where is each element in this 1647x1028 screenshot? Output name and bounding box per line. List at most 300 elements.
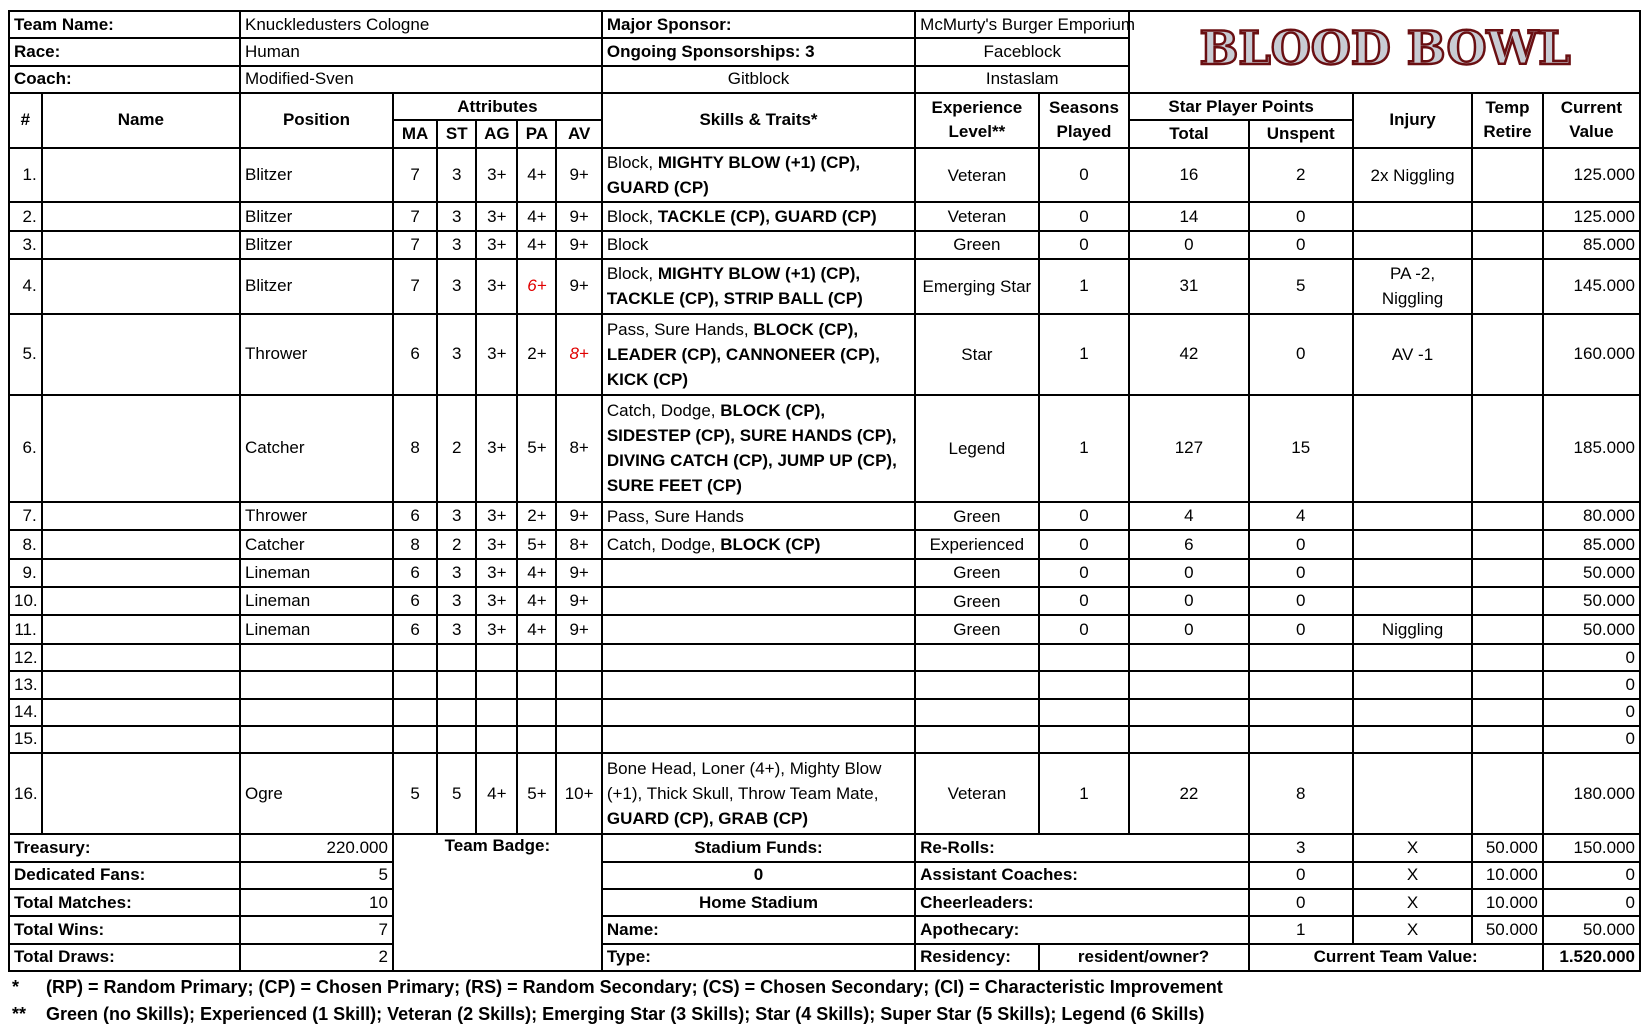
team-badge-box[interactable] [393, 834, 602, 971]
player-injury[interactable] [1353, 726, 1472, 753]
player-ag[interactable] [476, 699, 517, 726]
player-seasons[interactable]: 0 [1039, 231, 1130, 259]
player-pa[interactable]: 2+ [517, 502, 556, 530]
skills-chosen: BLOCK (CP), SIDESTEP (CP), SURE HANDS (CP), DIVING CATCH (CP), JUMP UP (CP), SURE FEET (CP) [606, 401, 897, 496]
player-ag[interactable]: 4+ [476, 753, 517, 834]
player-value[interactable]: 180.000 [1543, 753, 1640, 834]
player-name[interactable] [42, 726, 240, 753]
player-ma[interactable]: 7 [393, 202, 437, 230]
player-spp-total[interactable] [1129, 671, 1248, 698]
player-skills[interactable] [602, 671, 915, 698]
blood-bowl-logo [1129, 11, 1640, 93]
player-spp-total[interactable]: 31 [1129, 259, 1248, 314]
player-spp-total[interactable]: 14 [1129, 202, 1248, 230]
player-name[interactable] [42, 671, 240, 698]
player-st[interactable] [437, 726, 476, 753]
player-seasons[interactable]: 0 [1039, 530, 1130, 558]
player-pa[interactable] [517, 671, 556, 698]
player-pa[interactable]: 4+ [517, 148, 556, 203]
player-pa[interactable]: 4+ [517, 202, 556, 230]
rerolls-count[interactable]: 3 [1249, 834, 1353, 861]
player-injury[interactable] [1353, 699, 1472, 726]
player-skills[interactable] [602, 259, 915, 314]
player-spp-total[interactable]: 127 [1129, 395, 1248, 502]
player-av[interactable]: 8+ [556, 395, 601, 502]
player-temp-retire[interactable] [1472, 395, 1543, 502]
player-st[interactable] [437, 699, 476, 726]
player-name[interactable] [42, 644, 240, 671]
player-ma[interactable]: 5 [393, 753, 437, 834]
player-injury[interactable] [1353, 202, 1472, 230]
player-number[interactable]: 1. [9, 148, 42, 203]
player-spp-unspent[interactable] [1249, 726, 1353, 753]
player-ag[interactable]: 3+ [476, 202, 517, 230]
player-pa[interactable]: 2+ [517, 314, 556, 395]
rerolls-total: 150.000 [1543, 834, 1640, 861]
player-spp-unspent[interactable] [1249, 671, 1353, 698]
player-name[interactable] [42, 231, 240, 259]
player-ag[interactable]: 3+ [476, 502, 517, 530]
player-av[interactable]: 9+ [556, 231, 601, 259]
total-wins-value[interactable]: 7 [240, 916, 393, 943]
player-st[interactable]: 3 [437, 148, 476, 203]
player-seasons[interactable] [1039, 644, 1130, 671]
player-number[interactable]: 7. [9, 502, 42, 530]
player-experience[interactable] [915, 726, 1038, 753]
assistant-coaches-count[interactable]: 0 [1249, 862, 1353, 889]
player-seasons[interactable]: 1 [1039, 259, 1130, 314]
player-av[interactable]: 9+ [556, 502, 601, 530]
player-temp-retire[interactable] [1472, 314, 1543, 395]
player-value[interactable]: 85.000 [1543, 231, 1640, 259]
player-number[interactable]: 14. [9, 699, 42, 726]
player-pa[interactable]: 5+ [517, 530, 556, 558]
player-st[interactable]: 2 [437, 530, 476, 558]
player-ma[interactable] [393, 726, 437, 753]
player-row [9, 671, 1640, 698]
player-experience[interactable] [915, 671, 1038, 698]
player-row [9, 148, 1640, 203]
player-ag[interactable]: 3+ [476, 587, 517, 615]
player-name[interactable] [42, 530, 240, 558]
player-st[interactable]: 2 [437, 395, 476, 502]
player-ag[interactable] [476, 644, 517, 671]
player-st[interactable]: 3 [437, 259, 476, 314]
player-ag[interactable]: 3+ [476, 395, 517, 502]
player-position[interactable]: Thrower [240, 502, 393, 530]
player-ma[interactable]: 8 [393, 395, 437, 502]
player-position[interactable]: Blitzer [240, 202, 393, 230]
player-st[interactable] [437, 644, 476, 671]
player-temp-retire[interactable] [1472, 671, 1543, 698]
player-name[interactable] [42, 202, 240, 230]
player-position[interactable]: Blitzer [240, 231, 393, 259]
player-spp-total[interactable] [1129, 726, 1248, 753]
player-spp-unspent[interactable]: 0 [1249, 202, 1353, 230]
player-temp-retire[interactable] [1472, 615, 1543, 643]
skills-chosen: BLOCK (CP), LEADER (CP), CANNONEER (CP), KICK (CP) [606, 319, 880, 389]
player-number[interactable]: 9. [9, 559, 42, 587]
total-wins-label: Total Wins: [9, 916, 240, 943]
player-pa[interactable] [517, 726, 556, 753]
player-temp-retire[interactable] [1472, 726, 1543, 753]
player-seasons[interactable]: 0 [1039, 615, 1130, 643]
player-av[interactable]: 8+ [556, 314, 601, 395]
player-spp-unspent[interactable] [1249, 699, 1353, 726]
player-skills[interactable] [602, 753, 915, 834]
player-spp-unspent[interactable]: 0 [1249, 231, 1353, 259]
player-ag[interactable] [476, 726, 517, 753]
player-pa[interactable]: 4+ [517, 231, 556, 259]
player-row [9, 259, 1640, 314]
dedicated-fans-value[interactable]: 5 [240, 862, 393, 889]
stadium-type-label[interactable]: Type: [602, 944, 915, 971]
player-skills[interactable] [602, 559, 915, 587]
player-skills[interactable] [602, 644, 915, 671]
player-spp-total[interactable] [1129, 644, 1248, 671]
player-spp-total[interactable]: 22 [1129, 753, 1248, 834]
player-position[interactable]: Catcher [240, 395, 393, 502]
total-matches-value[interactable]: 10 [240, 889, 393, 916]
player-spp-unspent[interactable]: 0 [1249, 314, 1353, 395]
player-seasons[interactable]: 0 [1039, 202, 1130, 230]
player-number[interactable]: 11. [9, 615, 42, 643]
player-pa[interactable] [517, 644, 556, 671]
player-seasons[interactable] [1039, 699, 1130, 726]
player-number[interactable]: 12. [9, 644, 42, 671]
player-av[interactable] [556, 699, 601, 726]
team-name-field[interactable]: Knuckledusters Cologne [240, 11, 602, 38]
player-position[interactable] [240, 644, 393, 671]
player-ag[interactable] [476, 671, 517, 698]
player-seasons[interactable]: 0 [1039, 559, 1130, 587]
cheerleaders-count[interactable]: 0 [1249, 889, 1353, 916]
player-st[interactable]: 3 [437, 559, 476, 587]
player-spp-unspent[interactable]: 2 [1249, 148, 1353, 203]
player-ma[interactable]: 6 [393, 559, 437, 587]
player-row [9, 231, 1640, 259]
sponsorship-item[interactable]: Instaslam [915, 66, 1129, 93]
player-ma[interactable]: 8 [393, 530, 437, 558]
player-temp-retire[interactable] [1472, 259, 1543, 314]
player-spp-total[interactable]: 6 [1129, 530, 1248, 558]
player-position[interactable] [240, 699, 393, 726]
team-badge-label: Team Badge: [444, 836, 551, 856]
player-experience[interactable]: Green [915, 559, 1038, 587]
experience-header-line: Level** [948, 122, 1006, 142]
player-value[interactable]: 85.000 [1543, 530, 1640, 558]
player-spp-unspent[interactable]: 15 [1249, 395, 1353, 502]
player-value[interactable]: 125.000 [1543, 148, 1640, 203]
player-st[interactable]: 5 [437, 753, 476, 834]
player-position[interactable]: Blitzer [240, 148, 393, 203]
player-position[interactable]: Thrower [240, 314, 393, 395]
player-skills[interactable] [602, 314, 915, 395]
player-st[interactable]: 3 [437, 587, 476, 615]
player-name[interactable] [42, 314, 240, 395]
total-matches-label: Total Matches: [9, 889, 240, 916]
player-st[interactable] [437, 671, 476, 698]
player-position[interactable]: Lineman [240, 615, 393, 643]
player-name[interactable] [42, 615, 240, 643]
player-av[interactable]: 9+ [556, 202, 601, 230]
player-ma[interactable]: 6 [393, 502, 437, 530]
player-value[interactable]: 80.000 [1543, 502, 1640, 530]
player-ag[interactable]: 3+ [476, 615, 517, 643]
player-skills[interactable] [602, 202, 915, 230]
player-ma[interactable]: 7 [393, 231, 437, 259]
skills-base: Bone Head, Loner (4+), Mighty Blow (+1), Thick Skull, Throw Team Mate, [606, 759, 882, 804]
player-pa[interactable]: 4+ [517, 615, 556, 643]
player-position[interactable]: Blitzer [240, 259, 393, 314]
player-skills[interactable] [602, 726, 915, 753]
player-value[interactable]: 50.000 [1543, 587, 1640, 615]
player-injury[interactable] [1353, 671, 1472, 698]
sponsorship-item[interactable]: Faceblock [915, 38, 1129, 65]
player-pa[interactable] [517, 699, 556, 726]
player-spp-unspent[interactable]: 0 [1249, 559, 1353, 587]
player-temp-retire[interactable] [1472, 202, 1543, 230]
player-number[interactable]: 8. [9, 530, 42, 558]
player-spp-unspent[interactable] [1249, 644, 1353, 671]
player-temp-retire[interactable] [1472, 753, 1543, 834]
col-number-header: # [9, 93, 42, 148]
col-position-header: Position [240, 93, 393, 148]
player-pa[interactable]: 6+ [517, 259, 556, 314]
player-st[interactable]: 3 [437, 615, 476, 643]
player-number[interactable]: 3. [9, 231, 42, 259]
player-st[interactable]: 3 [437, 231, 476, 259]
footnote-mark: ** [12, 1004, 27, 1024]
player-skills[interactable] [602, 587, 915, 615]
player-temp-retire[interactable] [1472, 559, 1543, 587]
player-row [9, 530, 1640, 558]
player-st[interactable]: 3 [437, 202, 476, 230]
player-number[interactable]: 5. [9, 314, 42, 395]
player-experience[interactable]: Veteran [915, 202, 1038, 230]
player-ma[interactable]: 7 [393, 148, 437, 203]
player-experience[interactable]: Green [915, 587, 1038, 615]
player-skills[interactable] [602, 231, 915, 259]
player-skills[interactable] [602, 615, 915, 643]
player-seasons[interactable]: 0 [1039, 502, 1130, 530]
player-experience[interactable]: Emerging Star [915, 259, 1038, 314]
player-value[interactable]: 0 [1543, 726, 1640, 753]
player-pa[interactable]: 4+ [517, 587, 556, 615]
player-skills[interactable] [602, 502, 915, 530]
assistant-coaches-cost: 10.000 [1472, 862, 1543, 889]
player-spp-total[interactable]: 42 [1129, 314, 1248, 395]
player-spp-unspent[interactable]: 4 [1249, 502, 1353, 530]
player-number[interactable]: 4. [9, 259, 42, 314]
player-spp-total[interactable]: 0 [1129, 231, 1248, 259]
player-av[interactable]: 9+ [556, 559, 601, 587]
player-av[interactable]: 10+ [556, 753, 601, 834]
player-seasons[interactable]: 0 [1039, 587, 1130, 615]
player-name[interactable] [42, 502, 240, 530]
residency-value[interactable]: resident/owner? [1039, 944, 1249, 971]
player-spp-unspent[interactable]: 0 [1249, 587, 1353, 615]
player-position[interactable]: Lineman [240, 587, 393, 615]
player-position[interactable]: Ogre [240, 753, 393, 834]
player-seasons[interactable]: 0 [1039, 148, 1130, 203]
player-ag[interactable]: 3+ [476, 314, 517, 395]
player-skills[interactable] [602, 699, 915, 726]
player-injury[interactable] [1353, 530, 1472, 558]
player-spp-total[interactable]: 0 [1129, 615, 1248, 643]
player-seasons[interactable] [1039, 671, 1130, 698]
player-av[interactable]: 8+ [556, 530, 601, 558]
player-injury[interactable] [1353, 502, 1472, 530]
stadium-funds-value[interactable]: 0 [602, 862, 915, 889]
player-ag[interactable]: 3+ [476, 259, 517, 314]
player-av[interactable] [556, 671, 601, 698]
player-spp-unspent[interactable]: 0 [1249, 530, 1353, 558]
player-spp-total[interactable]: 0 [1129, 587, 1248, 615]
player-number[interactable]: 2. [9, 202, 42, 230]
player-row [9, 314, 1640, 395]
player-av[interactable]: 9+ [556, 615, 601, 643]
player-number[interactable]: 10. [9, 587, 42, 615]
player-position[interactable] [240, 726, 393, 753]
player-value[interactable]: 0 [1543, 699, 1640, 726]
player-spp-total[interactable]: 4 [1129, 502, 1248, 530]
player-skills[interactable] [602, 530, 915, 558]
player-pa[interactable]: 5+ [517, 753, 556, 834]
player-number[interactable]: 15. [9, 726, 42, 753]
coach-field[interactable]: Modified-Sven [240, 66, 602, 93]
player-temp-retire[interactable] [1472, 644, 1543, 671]
player-experience[interactable] [915, 699, 1038, 726]
player-number[interactable]: 13. [9, 671, 42, 698]
skills-base: Block [606, 235, 649, 255]
player-skills[interactable] [602, 148, 915, 203]
player-experience[interactable]: Experienced [915, 530, 1038, 558]
player-skills[interactable] [602, 395, 915, 502]
player-ag[interactable]: 3+ [476, 148, 517, 203]
player-av[interactable]: 9+ [556, 259, 601, 314]
player-spp-total[interactable] [1129, 699, 1248, 726]
player-st[interactable]: 3 [437, 314, 476, 395]
sponsorship-item[interactable]: Gitblock [602, 66, 915, 93]
player-experience[interactable]: Green [915, 615, 1038, 643]
player-value[interactable]: 160.000 [1543, 314, 1640, 395]
player-av[interactable] [556, 644, 601, 671]
player-ma[interactable] [393, 644, 437, 671]
player-temp-retire[interactable] [1472, 530, 1543, 558]
major-sponsor-field[interactable]: McMurty's Burger Emporium [915, 11, 1129, 38]
player-experience[interactable]: Green [915, 231, 1038, 259]
player-ma[interactable] [393, 699, 437, 726]
player-experience[interactable] [915, 644, 1038, 671]
footnote-mark: * [12, 977, 20, 997]
footnote-text: Green (no Skills); Experienced (1 Skill); Veteran (2 Skills); Emerging Star (3 Skills); Star (4 Skills); Super Star (5 Skills); Legend (6 Skills) [46, 1004, 1205, 1024]
player-ma[interactable]: 6 [393, 314, 437, 395]
player-injury[interactable] [1353, 644, 1472, 671]
player-temp-retire[interactable] [1472, 699, 1543, 726]
player-ma[interactable]: 7 [393, 259, 437, 314]
skills-base: Block, [606, 207, 658, 227]
player-av[interactable]: 9+ [556, 587, 601, 615]
player-pa[interactable]: 5+ [517, 395, 556, 502]
player-ma[interactable]: 6 [393, 615, 437, 643]
player-injury[interactable] [1353, 587, 1472, 615]
stadium-name-label[interactable]: Name: [602, 916, 915, 943]
player-injury[interactable]: 2x Niggling [1353, 148, 1472, 203]
player-name[interactable] [42, 699, 240, 726]
player-value[interactable]: 185.000 [1543, 395, 1640, 502]
player-temp-retire[interactable] [1472, 148, 1543, 203]
player-av[interactable]: 9+ [556, 148, 601, 203]
player-spp-unspent[interactable]: 8 [1249, 753, 1353, 834]
player-value[interactable]: 125.000 [1543, 202, 1640, 230]
player-position[interactable]: Lineman [240, 559, 393, 587]
player-value[interactable]: 145.000 [1543, 259, 1640, 314]
player-spp-unspent[interactable]: 5 [1249, 259, 1353, 314]
player-temp-retire[interactable] [1472, 587, 1543, 615]
player-seasons[interactable]: 1 [1039, 395, 1130, 502]
player-temp-retire[interactable] [1472, 231, 1543, 259]
player-injury[interactable]: PA -2, Niggling [1353, 259, 1472, 314]
player-value[interactable]: 0 [1543, 671, 1640, 698]
apothecary-count[interactable]: 1 [1249, 916, 1353, 943]
player-injury[interactable] [1353, 231, 1472, 259]
player-experience[interactable]: Legend [915, 395, 1038, 502]
player-ag[interactable]: 3+ [476, 559, 517, 587]
player-seasons[interactable] [1039, 726, 1130, 753]
player-seasons[interactable]: 1 [1039, 753, 1130, 834]
player-seasons[interactable]: 1 [1039, 314, 1130, 395]
player-name[interactable] [42, 753, 240, 834]
player-position[interactable]: Catcher [240, 530, 393, 558]
player-spp-total[interactable]: 16 [1129, 148, 1248, 203]
player-number[interactable]: 16. [9, 753, 42, 834]
player-ma[interactable] [393, 671, 437, 698]
race-field[interactable]: Human [240, 38, 602, 65]
player-injury[interactable]: AV -1 [1353, 314, 1472, 395]
player-position[interactable] [240, 671, 393, 698]
player-name[interactable] [42, 587, 240, 615]
player-value[interactable]: 50.000 [1543, 559, 1640, 587]
player-pa[interactable]: 4+ [517, 559, 556, 587]
player-name[interactable] [42, 259, 240, 314]
total-draws-value[interactable]: 2 [240, 944, 393, 971]
player-temp-retire[interactable] [1472, 502, 1543, 530]
player-name[interactable] [42, 395, 240, 502]
player-number[interactable]: 6. [9, 395, 42, 502]
player-experience[interactable]: Veteran [915, 753, 1038, 834]
player-spp-unspent[interactable]: 0 [1249, 615, 1353, 643]
player-ma[interactable]: 6 [393, 587, 437, 615]
player-injury[interactable] [1353, 753, 1472, 834]
player-name[interactable] [42, 559, 240, 587]
player-ag[interactable]: 3+ [476, 231, 517, 259]
player-experience[interactable]: Green [915, 502, 1038, 530]
player-experience[interactable]: Star [915, 314, 1038, 395]
player-av[interactable] [556, 726, 601, 753]
player-ag[interactable]: 3+ [476, 530, 517, 558]
player-injury[interactable] [1353, 559, 1472, 587]
player-st[interactable]: 3 [437, 502, 476, 530]
player-experience[interactable]: Veteran [915, 148, 1038, 203]
player-spp-total[interactable]: 0 [1129, 559, 1248, 587]
player-value[interactable]: 50.000 [1543, 615, 1640, 643]
player-injury[interactable]: Niggling [1353, 615, 1472, 643]
player-injury[interactable] [1353, 395, 1472, 502]
treasury-value[interactable]: 220.000 [240, 834, 393, 861]
player-name[interactable] [42, 148, 240, 203]
player-value[interactable]: 0 [1543, 644, 1640, 671]
